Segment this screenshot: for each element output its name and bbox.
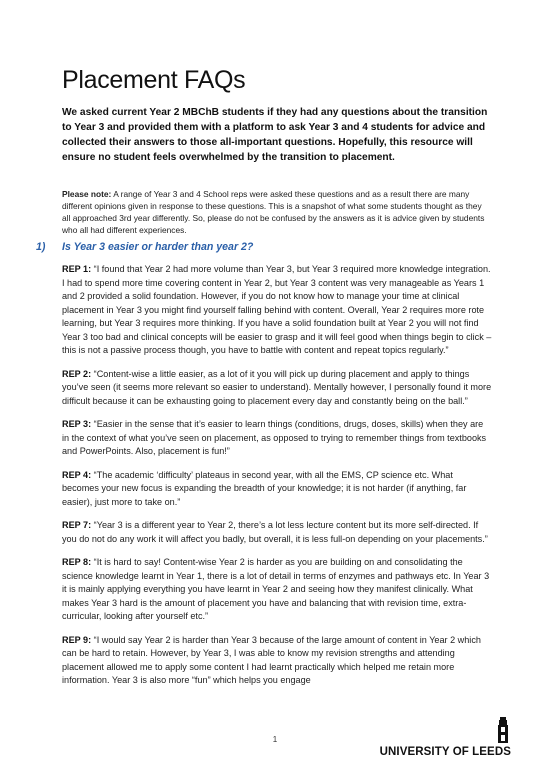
intro-paragraph: We asked current Year 2 MBChB students if they had any questions about the transition to Year 3 and provided them with a platform to ask Year 3 and 4 students for advice and collected their answers to those all-important questions. Hopefully, this resource will ensure no student feels overwhelmed by the transition to placement.	[62, 107, 488, 163]
answer-text: “The academic ‘difficulty’ plateaus in second year, with all the EMS, CP science etc. What becomes your new focus is expanding the breadth of your knowledge; it is not harder (if anything, far easier), just more to take on.”	[62, 469, 467, 507]
page-title: Placement FAQs	[62, 66, 246, 94]
answer-rep-9	[62, 634, 492, 688]
answer-rep-3	[62, 418, 492, 459]
rep-label: REP 2:	[62, 368, 92, 379]
page-number: 1	[272, 735, 278, 744]
answers-list	[62, 263, 492, 698]
answer-text: “Year 3 is a different year to Year 2, there’s a lot less lecture content but its more self-directed. If you do not do any work it will affect you badly, but overall, it is less full-on depending on your placements.”	[62, 520, 488, 544]
answer-text: “It is hard to say! Content-wise Year 2 is harder as you are building on and consolidating the science knowledge learnt in Year 1, there is a lot of detail in terms of enzymes and pathways etc. In Year 3 it is mainly applying everything you have learnt in Year 2 and seeing how they manifest clinically. What makes Year 3 hard is the amount of placement you have and balancing that with revision time, extra-curricular, looking after yourself etc.”	[62, 557, 490, 621]
question-number: 1)	[36, 241, 46, 253]
answer-rep-1	[62, 263, 492, 358]
answer-rep-7	[62, 519, 492, 546]
rep-label: REP 8:	[62, 557, 92, 567]
rep-label: REP 4:	[62, 469, 92, 480]
answer-text: “I would say Year 2 is harder than Year 3 because of the large amount of content in Year 2 which can be hard to retain. However, by Year 3, I was able to know my revision strengths and attending placement allowed me to apply some content I had learnt practically which helped me retain more information. Year 3 is also more “fun” which helps you engage	[62, 634, 481, 685]
question-text: Is Year 3 easier or harder than year 2?	[62, 241, 254, 253]
answer-rep-2	[62, 368, 492, 409]
rep-label: REP 7:	[62, 520, 92, 530]
university-logo	[379, 717, 511, 762]
answer-text: “Easier in the sense that it’s easier to learn things (conditions, drugs, doses, skills) when they are in the context of what you’ve seen on placement, as opposed to trying to remember things from textbooks and PowerPoints. Also, placement is fun!”	[62, 419, 487, 456]
rep-label: REP 3:	[62, 419, 92, 429]
note-label: Please note:	[62, 189, 112, 199]
disclaimer-note	[62, 188, 492, 236]
rep-label: REP 1:	[62, 264, 92, 274]
answer-text: “I found that Year 2 had more volume than Year 3, but Year 3 required more knowledge integration. I had to spend more time covering content in Year 2, but Year 3 content was very manageable as Years 1 and 2 provided a solid foundation. However, if you do not know how to manage your time at clinical placement in Year 3 you might find yourself falling behind with content. Overall, Year 2 requires more rote learning, but Year 3 requires more thinking. If you have a solid foundation built at Year 2 you will not find Year 3 too bad and clinical concepts will be easier to grasp and it will feel good when things begin to click – this is not a passive process though, you have to battle with content and repeat topics regularly.”	[62, 264, 492, 355]
answer-rep-4	[62, 469, 492, 510]
answer-text: “Content-wise a little easier, as a lot of it you will pick up during placement and apply to things you’ve seen (it seems more relevant so easier to understand). Mentally however, I personally found it more difficult because it can be exhausting going to placement every day and constantly being on the ball.”	[62, 368, 492, 406]
leeds-tower-crest-icon	[495, 717, 511, 743]
question-heading	[36, 241, 253, 253]
note-text: A range of Year 3 and 4 School reps were asked these questions and as a result there are many different opinions given in response to these questions. This is a snapshot of what some students thought as they all approached 3rd year differently. So, please do not be confused by the answers as it is advice given by students who all had different experiences.	[62, 189, 485, 236]
answer-rep-8	[62, 556, 492, 624]
logo-text: UNIVERSITY OF LEEDS	[379, 746, 511, 758]
rep-label: REP 9:	[62, 634, 92, 645]
